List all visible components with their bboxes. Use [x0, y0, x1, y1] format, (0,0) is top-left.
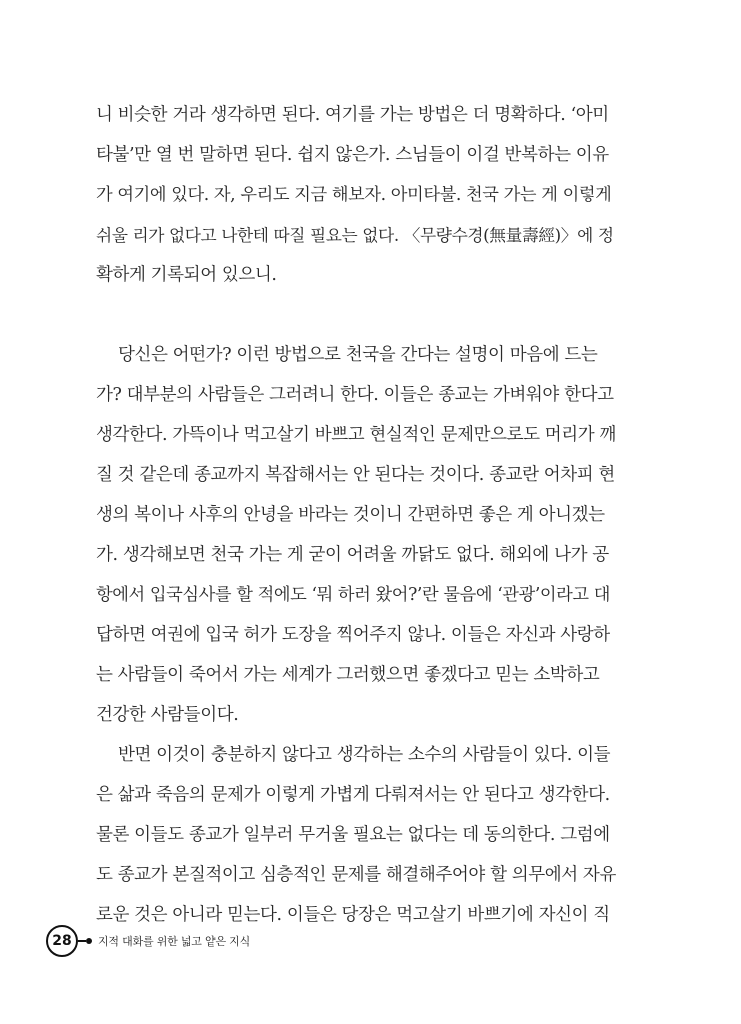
text-line: 은 삶과 죽음의 문제가 이렇게 가볍게 다뤄져서는 안 된다고 생각한다.	[96, 785, 610, 805]
text-line: 가 여기에 있다. 자, 우리도 지금 해보자. 아미타불. 천국 가는 게 이렇게	[96, 185, 612, 205]
footer-connector-line	[78, 940, 86, 942]
running-title: 지적 대화를 위한 넓고 얕은 지식	[98, 935, 251, 948]
text-line: 도 종교가 본질적이고 심층적인 문제를 해결해주어야 할 의무에서 자유	[96, 865, 616, 885]
text-line: 당신은 어떤가? 이런 방법으로 천국을 간다는 설명이 마음에 드는	[118, 345, 598, 365]
text-line: 는 사람들이 죽어서 가는 세계가 그러했으면 좋겠다고 믿는 소박하고	[96, 665, 600, 685]
text-line: 가. 생각해보면 천국 가는 게 굳이 어려울 까닭도 없다. 해외에 나가 공	[96, 545, 609, 565]
text-line: 항에서 입국심사를 할 적에도 ‘뭐 하러 왔어?’란 물음에 ‘관광’이라고 대	[96, 585, 611, 605]
page-footer	[46, 923, 250, 959]
text-line: 건강한 사람들이다.	[96, 705, 239, 725]
text-line: 생각한다. 가뜩이나 먹고살기 바쁘고 현실적인 문제만으로도 머리가 깨	[96, 425, 616, 445]
page-number: 28	[46, 925, 78, 957]
text-line: 확하게 기록되어 있으니.	[96, 265, 277, 285]
text-line: 로운 것은 아니라 믿는다. 이들은 당장은 먹고살기 바쁘기에 자신이 직	[96, 905, 610, 925]
text-line: 생의 복이나 사후의 안녕을 바라는 것이니 간편하면 좋은 게 아니겠는	[96, 505, 605, 525]
text-line: 질 것 같은데 종교까지 복잡해서는 안 된다는 것이다. 종교란 어차피 현	[96, 465, 615, 485]
footer-bullet-icon	[86, 938, 92, 944]
text-line: 니 비슷한 거라 생각하면 된다. 여기를 가는 방법은 더 명확하다. ‘아미	[96, 105, 609, 125]
text-line: 물론 이들도 종교가 일부러 무거울 필요는 없다는 데 동의한다. 그럼에	[96, 825, 610, 845]
text-line: 답하면 여권에 입국 허가 도장을 찍어주지 않나. 이들은 자신과 사랑하	[96, 625, 610, 645]
text-line: 가? 대부분의 사람들은 그러려니 한다. 이들은 종교는 가벼워야 한다고	[96, 385, 614, 405]
text-line: 타불’만 열 번 말하면 된다. 쉽지 않은가. 스님들이 이걸 반복하는 이유	[96, 145, 609, 165]
text-line: 쉬울 리가 없다고 나한테 따질 필요는 없다. 〈무량수경(無量壽經)〉에 정	[96, 225, 614, 245]
text-line: 반면 이것이 충분하지 않다고 생각하는 소수의 사람들이 있다. 이들	[118, 745, 611, 765]
